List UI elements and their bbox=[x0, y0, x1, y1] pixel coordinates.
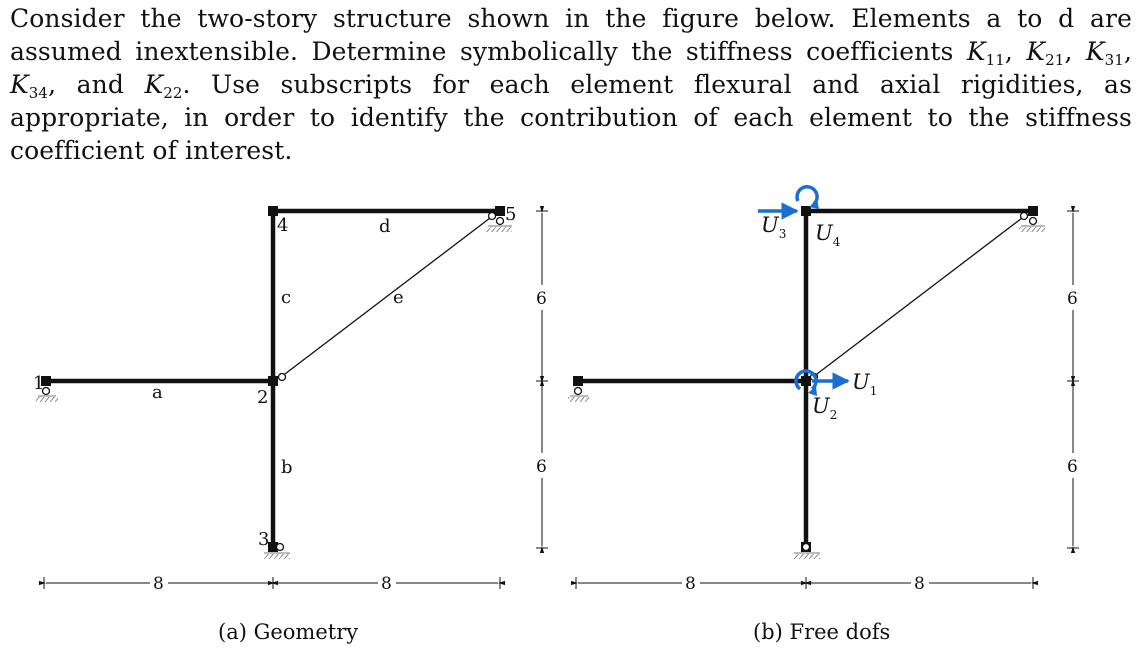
dim-label-height-lower-a: 6 bbox=[536, 457, 547, 477]
node-2-joint bbox=[268, 376, 278, 386]
separator: , and bbox=[48, 70, 145, 99]
separator: , bbox=[1123, 37, 1132, 66]
node-label-2: 2 bbox=[257, 387, 269, 408]
node-label-4: 4 bbox=[277, 215, 289, 236]
hinge-e-5-b bbox=[1021, 213, 1028, 220]
k22-subscript: 22 bbox=[163, 84, 183, 102]
dim-horizontal-b bbox=[576, 577, 1033, 589]
node-label-3: 3 bbox=[258, 529, 270, 550]
node-5-joint-b bbox=[1028, 206, 1038, 216]
support-1-pin-b bbox=[568, 388, 590, 403]
k21-subscript: 21 bbox=[1045, 51, 1065, 69]
node-2-joint-b bbox=[801, 376, 811, 386]
node-5-joint bbox=[495, 206, 505, 216]
dim-label-height-lower-b: 6 bbox=[1067, 457, 1078, 477]
k22-symbol: K bbox=[144, 70, 164, 99]
separator: , bbox=[1004, 37, 1027, 66]
k34-subscript: 34 bbox=[28, 84, 49, 102]
k31-symbol: K bbox=[1085, 37, 1105, 66]
k11-symbol: K bbox=[966, 37, 986, 66]
element-e-b bbox=[813, 215, 1026, 377]
element-label-c: c bbox=[281, 287, 292, 308]
figure-a-geometry bbox=[33, 204, 548, 644]
dim-label-height-upper-a: 6 bbox=[536, 289, 547, 309]
k31-subscript: 31 bbox=[1104, 51, 1124, 69]
element-e bbox=[281, 215, 494, 377]
node-4-joint-b bbox=[801, 206, 811, 216]
dim-label-height-upper-b: 6 bbox=[1067, 289, 1078, 309]
dof-u4-rotation-arrow bbox=[797, 187, 819, 209]
separator: , bbox=[1064, 37, 1086, 66]
problem-outro: . Use subscripts for each element flexural and axial rigidities, as appropriate, in order to identify the contribution of each element to the stiffness coefficient of interest. bbox=[10, 70, 1132, 165]
element-label-a: a bbox=[152, 382, 163, 403]
caption-b: (b) Free dofs bbox=[753, 620, 891, 644]
hinge-e-5 bbox=[489, 213, 496, 220]
k21-symbol: K bbox=[1026, 37, 1046, 66]
dim-vertical-b bbox=[1067, 211, 1079, 548]
node-label-5: 5 bbox=[505, 204, 517, 225]
node-label-1: 1 bbox=[33, 373, 45, 394]
caption-a: (a) Geometry bbox=[218, 620, 359, 644]
problem-intro: Consider the two-story structure shown in the figure below. Elements a to d are assumed inextensible. Determine symbolically the stiffness coefficients bbox=[10, 4, 1132, 66]
element-label-b: b bbox=[281, 457, 293, 478]
dim-label-span-right-a: 8 bbox=[381, 574, 392, 594]
dim-horizontal-a bbox=[44, 577, 500, 589]
dim-label-span-left-b: 8 bbox=[685, 574, 696, 594]
dof-label-u2: $U_2$ bbox=[812, 394, 838, 422]
figure-b-free-dofs bbox=[568, 187, 1079, 644]
dof-label-u4: $U_4$ bbox=[815, 221, 841, 249]
dim-vertical-a bbox=[536, 211, 548, 548]
dim-label-span-left-a: 8 bbox=[153, 574, 164, 594]
k11-subscript: 11 bbox=[985, 51, 1005, 69]
hinge-e-2 bbox=[279, 374, 286, 381]
dim-label-span-right-b: 8 bbox=[914, 574, 925, 594]
k34-symbol: K bbox=[10, 70, 29, 99]
element-label-e: e bbox=[393, 287, 404, 308]
dof-label-u1: $U_1$ bbox=[852, 370, 878, 398]
element-label-d: d bbox=[379, 216, 391, 237]
node-1-joint-b bbox=[573, 376, 583, 386]
dof-label-u3: $U_3$ bbox=[761, 213, 787, 241]
